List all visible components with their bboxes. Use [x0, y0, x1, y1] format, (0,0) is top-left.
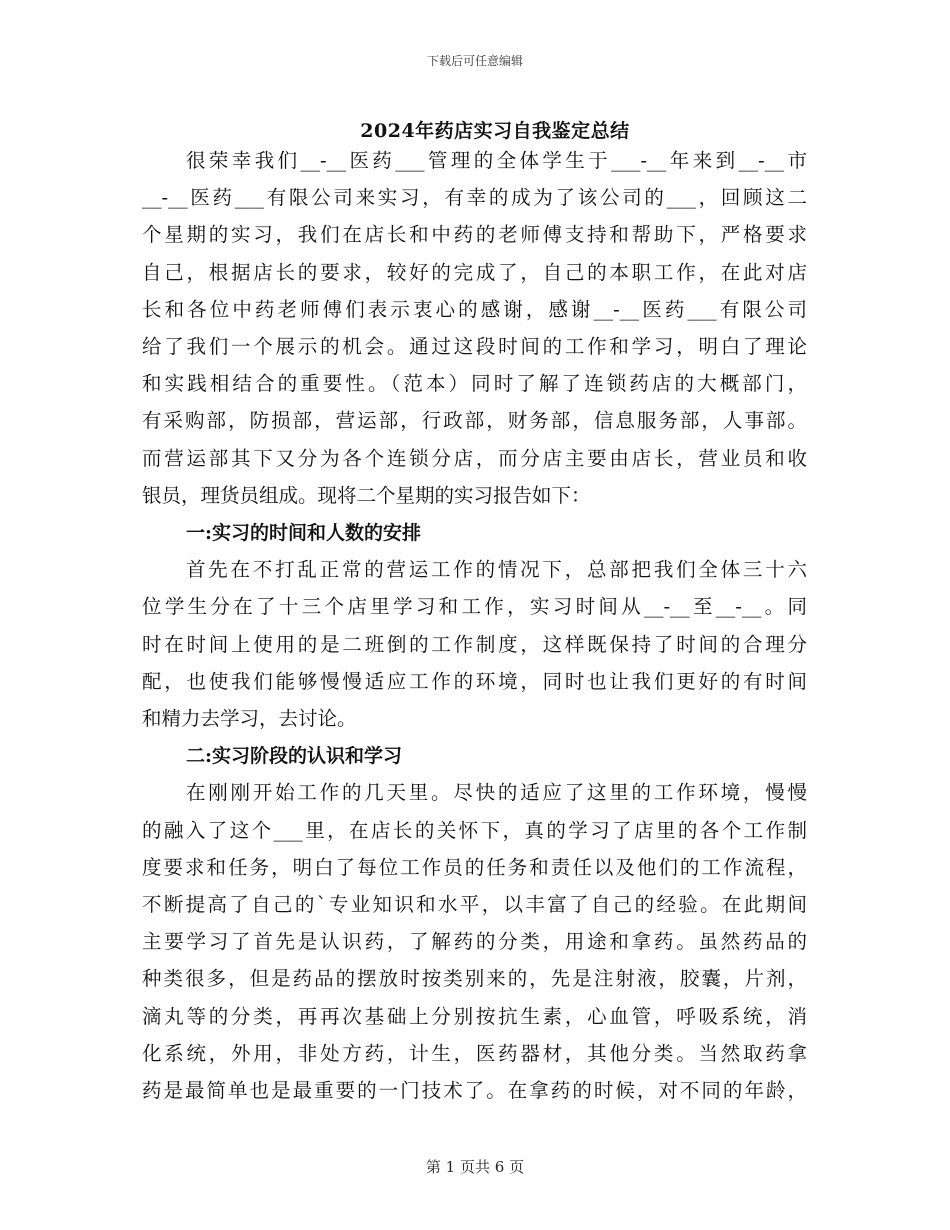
paragraph-2-line: 位学生分在了十三个店里学习和工作，实习时间从__-__至__-__。同 — [142, 595, 807, 618]
paragraph-3-line: 种类很多，但是药品的摆放时按类别来的，先是注射液，胶囊，片剂， — [142, 967, 807, 990]
paragraph-1-line: 和实践相结合的重要性。（范本）同时了解了连锁药店的大概部门， — [142, 372, 807, 395]
paragraph-1-line: 长和各位中药老师傅们表示衷心的感谢，感谢__-__医药___有限公司 — [142, 298, 807, 321]
paragraph-1-line: 银员，理货员组成。现将二个星期的实习报告如下： — [142, 484, 591, 507]
header-note: 下载后可任意编辑 — [426, 54, 523, 68]
paragraph-1-line: 自己，根据店长的要求，较好的完成了，自己的本职工作，在此对店 — [142, 261, 807, 284]
paragraph-3-line: 不断提高了自己的`专业知识和水平，以丰富了自己的经验。在此期间 — [142, 893, 807, 916]
document-title: 2024年药店实习自我鉴定总结 — [360, 120, 630, 142]
paragraph-1-line: 有采购部，防损部，营运部，行政部，财务部，信息服务部，人事部。 — [142, 409, 807, 432]
paragraph-3-line: 度要求和任务，明白了每位工作员的任务和责任以及他们的工作流程， — [142, 856, 807, 879]
paragraph-2-line: 时在时间上使用的是二班倒的工作制度，这样既保持了时间的合理分 — [142, 633, 807, 656]
paragraph-3-line: 药是最简单也是最重要的一门技术了。在拿药的时候，对不同的年龄， — [142, 1079, 807, 1102]
paragraph-3-line: 滴丸等的分类，再再次基础上分别按抗生素，心血管，呼吸系统，消 — [142, 1005, 807, 1028]
paragraph-2-line: 首先在不打乱正常的营运工作的情况下，总部把我们全体三十六 — [186, 558, 807, 581]
section-heading-2: 二:实习阶段的认识和学习 — [186, 745, 403, 767]
section-heading-1: 一:实习的时间和人数的安排 — [186, 522, 422, 544]
paragraph-1-line: 而营运部其下又分为各个连锁分店，而分店主要由店长，营业员和收 — [142, 447, 807, 470]
paragraph-3-line: 主要学习了首先是认识药，了解药的分类，用途和拿药。虽然药品的 — [142, 930, 807, 953]
page-number-footer: 第 1 页共 6 页 — [425, 1158, 525, 1176]
paragraph-3-line: 在刚刚开始工作的几天里。尽快的适应了这里的工作环境，慢慢 — [186, 781, 807, 804]
paragraph-1-line: __-__医药___有限公司来实习，有幸的成为了该公司的___，回顾这二 — [142, 186, 807, 209]
paragraph-2-line: 和精力去学习，去讨论。 — [142, 707, 357, 730]
paragraph-3-line: 化系统，外用，非处方药，计生，医药器材，其他分类。当然取药拿 — [142, 1042, 807, 1065]
paragraph-1-line: 很荣幸我们__-__医药___管理的全体学生于___-__年来到__-__市 — [186, 149, 807, 172]
paragraph-1-line: 个星期的实习，我们在店长和中药的老师傅支持和帮助下，严格要求 — [142, 223, 807, 246]
paragraph-1-line: 给了我们一个展示的机会。通过这段时间的工作和学习，明白了理论 — [142, 335, 807, 358]
paragraph-3-line: 的融入了这个___里，在店长的关怀下，真的学习了店里的各个工作制 — [142, 819, 807, 842]
paragraph-2-line: 配，也使我们能够慢慢适应工作的环境，同时也让我们更好的有时间 — [142, 670, 807, 693]
